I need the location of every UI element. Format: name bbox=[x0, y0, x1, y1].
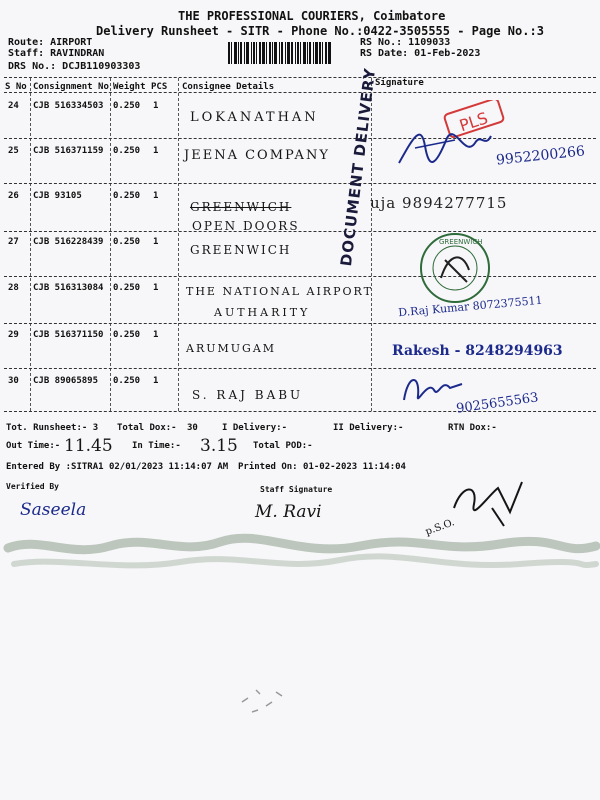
row25-signature-scribble bbox=[395, 118, 495, 173]
total-pod: Total POD:- bbox=[253, 441, 313, 451]
row-pcs: 1 bbox=[153, 146, 159, 156]
verified-signature: Saseela bbox=[20, 500, 87, 520]
staff-label: Staff: RAVINDRAN bbox=[8, 48, 105, 59]
row-consignment: CJB 516371159 bbox=[33, 146, 104, 156]
out-time-label: Out Time:- bbox=[6, 441, 61, 451]
col-consignment: Consignment No bbox=[33, 82, 109, 92]
row-pcs: 1 bbox=[153, 283, 159, 293]
drs-number: DRS No.: DCJB110903303 bbox=[8, 61, 141, 72]
row-weight: 0.250 bbox=[113, 237, 141, 247]
in-time-value: 3.15 bbox=[200, 436, 238, 456]
row-consignee-line2: AUTHARITY bbox=[214, 306, 311, 319]
barcode bbox=[228, 42, 354, 64]
staff-signature: M. Ravi bbox=[255, 502, 322, 522]
row-pcs: 1 bbox=[153, 376, 159, 386]
row-consignee: GREENWICH bbox=[190, 200, 292, 214]
faint-marks bbox=[238, 682, 288, 718]
greenwich-seal-text: GREENWICH bbox=[439, 238, 483, 246]
row-consignee: ARUMUGAM bbox=[186, 342, 277, 355]
row-consignment: CJB 516228439 bbox=[33, 237, 104, 247]
printed-on: Printed On: 01-02-2023 11:14:04 bbox=[238, 462, 406, 472]
row-signature-note: D.Raj Kumar 8072375511 bbox=[397, 293, 544, 320]
row-weight: 0.250 bbox=[113, 330, 141, 340]
col-weight: Weight bbox=[113, 82, 146, 92]
col-pcs: PCS bbox=[151, 82, 168, 92]
row-sno: 26 bbox=[8, 191, 19, 201]
row-pcs: 1 bbox=[153, 237, 159, 247]
row-signature-note: uja 9894277715 bbox=[370, 194, 508, 212]
table-header-rule bbox=[4, 92, 596, 93]
document-delivery-stamp: DOCUMENT DELIVERY bbox=[337, 66, 380, 268]
company-title: THE PROFESSIONAL COURIERS, Coimbatore bbox=[178, 9, 446, 23]
smudge-strip bbox=[0, 528, 600, 584]
pls-stamp-text: PLS bbox=[456, 108, 491, 136]
col-consignee: Consignee Details bbox=[182, 82, 275, 92]
row-pcs: 1 bbox=[153, 101, 159, 111]
i-delivery: I Delivery:- bbox=[222, 423, 288, 433]
total-dox-value: 30 bbox=[187, 423, 198, 433]
row-weight: 0.250 bbox=[113, 376, 141, 386]
row-consignment: CJB 516313084 bbox=[33, 283, 104, 293]
col-sno: S No bbox=[5, 82, 27, 92]
staff-signature-label: Staff Signature bbox=[260, 485, 333, 494]
row-signature-note: 9025655563 bbox=[455, 390, 540, 417]
row-sno: 25 bbox=[8, 146, 19, 156]
row-consignment: CJB 89065895 bbox=[33, 376, 99, 386]
row-weight: 0.250 bbox=[113, 146, 141, 156]
row-consignee: S. RAJ BABU bbox=[192, 388, 304, 402]
row-sno: 29 bbox=[8, 330, 19, 340]
row-sno: 24 bbox=[8, 101, 19, 111]
row-consignment: CJB 516334503 bbox=[33, 101, 104, 111]
tot-runsheet: Tot. Runsheet:- 3 bbox=[6, 423, 99, 433]
row-consignment: CJB 516371150 bbox=[33, 330, 104, 340]
row-signature-note: 9952200266 bbox=[495, 143, 586, 169]
row-sno: 27 bbox=[8, 237, 19, 247]
row-weight: 0.250 bbox=[113, 101, 141, 111]
row-consignment: CJB 93105 bbox=[33, 191, 82, 201]
rs-number: RS No.: 1109033 bbox=[360, 37, 451, 48]
row-signature-note: Rakesh - 8248294963 bbox=[392, 343, 563, 359]
row-consignee-line2: OPEN DOORS bbox=[192, 219, 300, 233]
table-top-rule bbox=[4, 77, 596, 78]
ii-delivery: II Delivery:- bbox=[333, 423, 404, 433]
row-weight: 0.250 bbox=[113, 283, 141, 293]
row-sno: 28 bbox=[8, 283, 19, 293]
row30-signature-scribble bbox=[398, 370, 468, 410]
staff-signature-scribble bbox=[448, 478, 528, 530]
row-sno: 30 bbox=[8, 376, 19, 386]
rtn-dox: RTN Dox:- bbox=[448, 423, 497, 433]
verified-by-label: Verified By bbox=[6, 482, 59, 491]
in-time-label: In Time:- bbox=[132, 441, 181, 451]
row-pcs: 1 bbox=[153, 330, 159, 340]
runsheet-subtitle: Delivery Runsheet - SITR - Phone No.:0422-3505555 - Page No.:3 bbox=[96, 24, 544, 38]
rs-date: RS Date: 01-Feb-2023 bbox=[360, 48, 481, 59]
staff-signature-note: p.S.O. bbox=[424, 517, 457, 538]
row-consignee: THE NATIONAL AIRPORT bbox=[186, 285, 373, 298]
row-pcs: 1 bbox=[153, 191, 159, 201]
greenwich-seal bbox=[415, 230, 495, 306]
row-consignee: LOKANATHAN bbox=[190, 110, 319, 125]
out-time-value: 11.45 bbox=[64, 436, 113, 456]
row-consignee: GREENWICH bbox=[190, 243, 292, 257]
entered-by: Entered By :SITRA1 02/01/2023 11:14:07 AM bbox=[6, 462, 229, 472]
total-dox-label: Total Dox:- bbox=[117, 423, 177, 433]
row-consignee: JEENA COMPANY bbox=[184, 148, 330, 163]
col-signature: Signature bbox=[375, 78, 424, 88]
route-label: Route: AIRPORT bbox=[8, 37, 93, 48]
row-weight: 0.250 bbox=[113, 191, 141, 201]
